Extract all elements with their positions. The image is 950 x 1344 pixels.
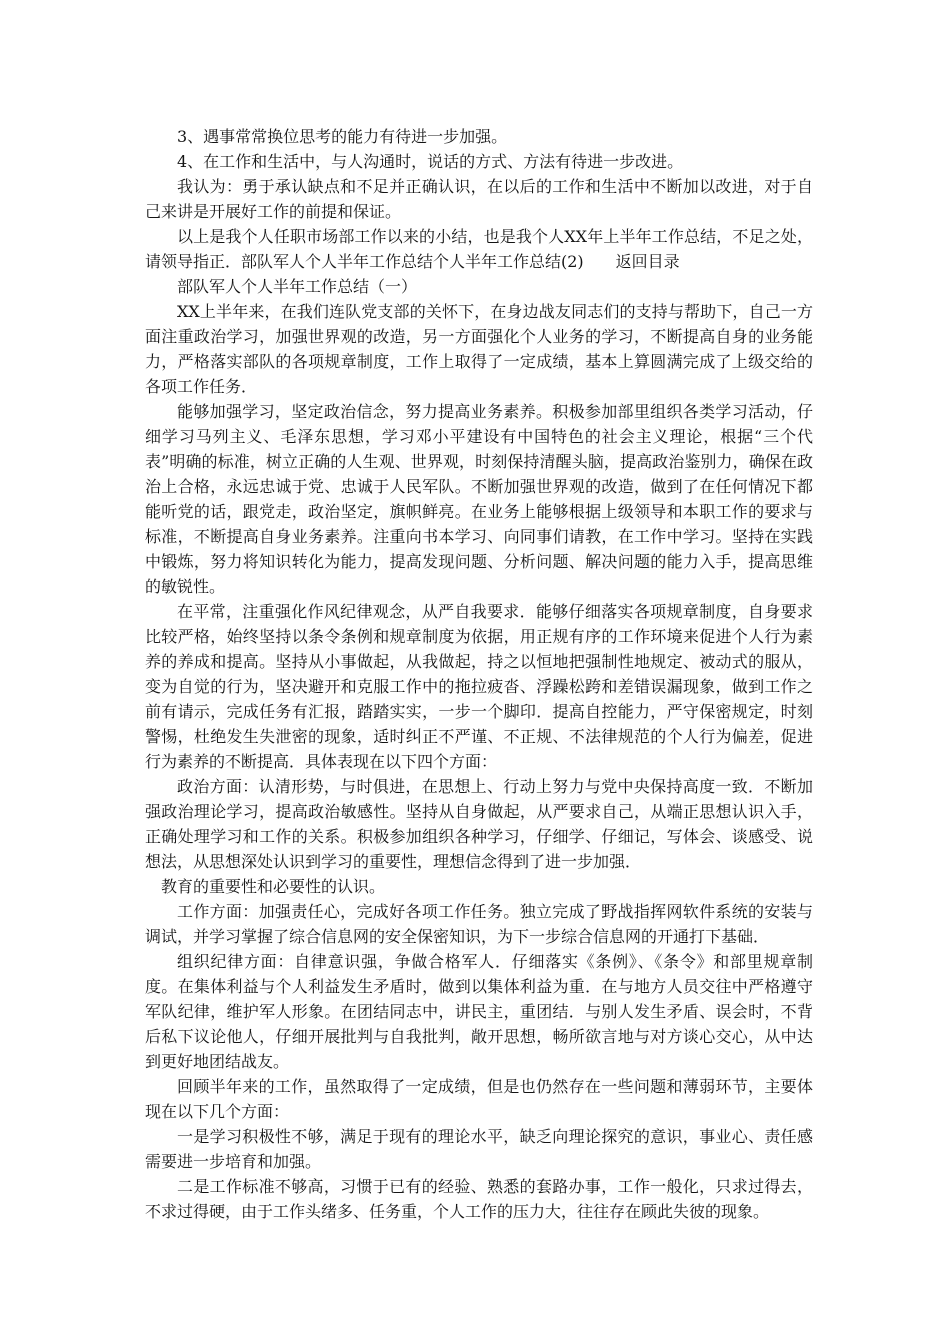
paragraph: 二是工作标准不够高，习惯于已有的经验、熟悉的套路办事，工作一般化，只求过得去，不求过得硬，由于工作头绪多、任务重，个人工作的压力大，往往存在顾此失彼的现象。	[145, 1177, 813, 1221]
paragraph: 一是学习积极性不够，满足于现有的理论水平，缺乏向理论探究的意识，事业心、责任感需要进一步培育和加强。	[145, 1127, 813, 1171]
document-body	[145, 124, 813, 1224]
paragraph: 在平常，注重强化作风纪律观念，从严自我要求．能够仔细落实各项规章制度，自身要求比较严格，始终坚持以条令条例和规章制度为依据，用正规有序的工作环境来促进个人行为素养的养成和提高。坚持从小事做起，从我做起，持之以恒地把强制性地规定、被动式的服从，变为自觉的行为，坚决避开和克服工作中的拖拉疲沓、浮躁松跨和差错误漏现象，做到工作之前有请示，完成任务有汇报，踏踏实实，一步一个脚印．提高自控能力，严守保密规定，时刻警惕，杜绝发生失泄密的现象，适时纠正不严谨、不正规、不法律规范的个人行为偏差，促进行为素养的不断提高．具体表现在以下四个方面：	[145, 602, 813, 771]
paragraph: 以上是我个人任职市场部工作以来的小结，也是我个人XX年上半年工作总结，不足之处，请领导指正．部队军人个人半年工作总结个人半年工作总结(2) 返回目录	[145, 227, 813, 271]
paragraph: 教育的重要性和必要性的认识。	[161, 877, 386, 896]
section-heading: 部队军人个人半年工作总结（一）	[177, 277, 418, 296]
paragraph: 3、遇事常常换位思考的能力有待进一步加强。	[177, 127, 508, 146]
paragraph: 组织纪律方面：自律意识强，争做合格军人．仔细落实《条例》、《条令》和部里规章制度。在集体利益与个人利益发生矛盾时，做到以集体利益为重．在与地方人员交往中严格遵守军队纪律，维护军人形象。在团结同志中，讲民主，重团结．与别人发生矛盾、误会时，不背后私下议论他人，仔细开展批判与自我批判，敞开思想，畅所欲言地与对方谈心交心，从中达到更好地团结战友。	[145, 952, 813, 1071]
paragraph: 我认为：勇于承认缺点和不足并正确认识，在以后的工作和生活中不断加以改进，对于自己来讲是开展好工作的前提和保证。	[145, 177, 813, 221]
paragraph: 政治方面：认清形势，与时俱进，在思想上、行动上努力与党中央保持高度一致．不断加强政治理论学习，提高政治敏感性。坚持从自身做起，从严要求自己，从端正思想认识入手，正确处理学习和工作的关系。积极参加组织各种学习，仔细学、仔细记，写体会、谈感受、说想法，从思想深处认识到学习的重要性，理想信念得到了进一步加强．	[145, 777, 813, 871]
paragraph: XX上半年来，在我们连队党支部的关怀下，在身边战友同志们的支持与帮助下，自己一方面注重政治学习，加强世界观的改造，另一方面强化个人业务的学习，不断提高自身的业务能力，严格落实部队的各项规章制度，工作上取得了一定成绩，基本上算圆满完成了上级交给的各项工作任务．	[145, 302, 813, 396]
paragraph: 能够加强学习，坚定政治信念，努力提高业务素养。积极参加部里组织各类学习活动，仔细学习马列主义、毛泽东思想，学习邓小平建设有中国特色的社会主义理论，根据“三个代表”明确的标准，树立正确的人生观、世界观，时刻保持清醒头脑，提高政治鉴别力，确保在政治上合格，永远忠诚于党、忠诚于人民军队。不断加强世界观的改造，做到了在任何情况下都能听党的话，跟党走，政治坚定，旗帜鲜亮。在业务上能够根据上级领导和本职工作的要求与标准，不断提高自身业务素养。注重向书本学习、向同事们请教，在工作中学习。坚持在实践中锻炼，努力将知识转化为能力，提高发现问题、分析问题、解决问题的能力入手，提高思维的敏锐性。	[145, 402, 813, 596]
paragraph: 4、在工作和生活中，与人沟通时，说话的方式、方法有待进一步改进。	[177, 152, 684, 171]
paragraph: 回顾半年来的工作，虽然取得了一定成绩，但是也仍然存在一些问题和薄弱环节，主要体现在以下几个方面：	[145, 1077, 813, 1121]
paragraph: 工作方面：加强责任心，完成好各项工作任务。独立完成了野战指挥网软件系统的安装与调试，并学习掌握了综合信息网的安全保密知识，为下一步综合信息网的开通打下基础．	[145, 902, 813, 946]
